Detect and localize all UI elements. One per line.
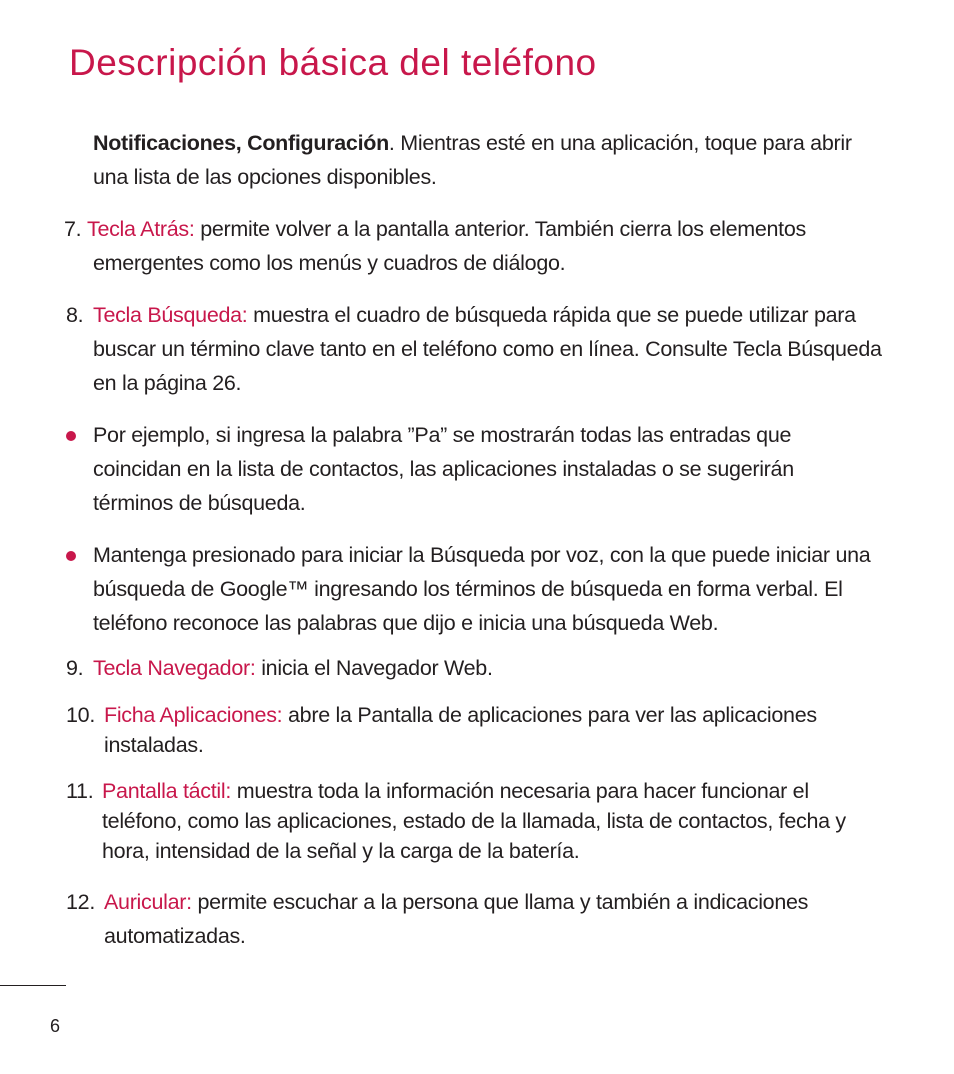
- item-term-11: Pantalla táctil:: [102, 779, 232, 803]
- item-text-9: inicia el Navegador Web.: [255, 656, 493, 680]
- item-number-12: 12.: [66, 890, 95, 914]
- list-item-11: [102, 776, 892, 866]
- item-term-9: Tecla Navegador:: [93, 656, 256, 680]
- intro-bold-term: Notificaciones, Configuración: [93, 131, 389, 155]
- list-item-12: [104, 885, 894, 953]
- bullet-dot: [66, 431, 76, 441]
- item-number-8: 8.: [66, 303, 84, 327]
- item-text-8: muestra el cuadro de búsqueda rápida que se puede utilizar para buscar un término clave tanto en el teléfono como en línea. Consulte Tecla Búsqueda en la página 26.: [93, 303, 882, 395]
- item-text-12: permite escuchar a la persona que llama y también a indicaciones automatizadas.: [104, 890, 809, 948]
- intro-text: . Mientras esté en una aplicación, toque para abrir una lista de las opciones disponibles.: [93, 131, 852, 189]
- list-item-8: [93, 298, 893, 400]
- item-term-7: Tecla Atrás:: [87, 217, 195, 241]
- bullet-item-1: Por ejemplo, si ingresa la palabra ”Pa” se mostrarán todas las entradas que coincidan en la lista de contactos, las aplicaciones instaladas o se sugerirán términos de búsqueda.: [93, 423, 794, 515]
- item-term-12: Auricular:: [104, 890, 192, 914]
- item-number-10: 10.: [66, 703, 95, 727]
- page-number: 6: [50, 1016, 61, 1036]
- list-item-7: [87, 212, 893, 280]
- item-number-7: 7.: [64, 217, 82, 241]
- list-item-9: [93, 651, 893, 685]
- bullet-dot: [66, 551, 76, 561]
- item-text-7: permite volver a la pantalla anterior. También cierra los elementos emergentes como los menús y cuadros de diálogo.: [93, 217, 806, 275]
- item-number-11: 11.: [66, 779, 94, 803]
- intro-paragraph: [93, 126, 883, 194]
- item-text-10: abre la Pantalla de aplicaciones para ver las aplicaciones instaladas.: [104, 703, 817, 757]
- item-text-11: muestra toda la información necesaria para hacer funcionar el teléfono, como las aplicaciones, estado de la llamada, lista de contactos, fecha y hora, intensidad de la señal y la carga de la batería.: [102, 779, 846, 863]
- page-title: Descripción básica del teléfono: [69, 42, 597, 83]
- list-item-10: [104, 700, 894, 760]
- item-term-10: Ficha Aplicaciones:: [104, 703, 283, 727]
- item-number-9: 9.: [66, 656, 84, 680]
- item-term-8: Tecla Búsqueda:: [93, 303, 248, 327]
- footer-rule: [0, 985, 66, 986]
- bullet-item-2: Mantenga presionado para iniciar la Búsqueda por voz, con la que puede iniciar una búsqueda de Google™ ingresando los términos de búsqueda en forma verbal. El teléfono reconoce las palabras que dijo e inicia una búsqueda Web.: [93, 543, 871, 635]
